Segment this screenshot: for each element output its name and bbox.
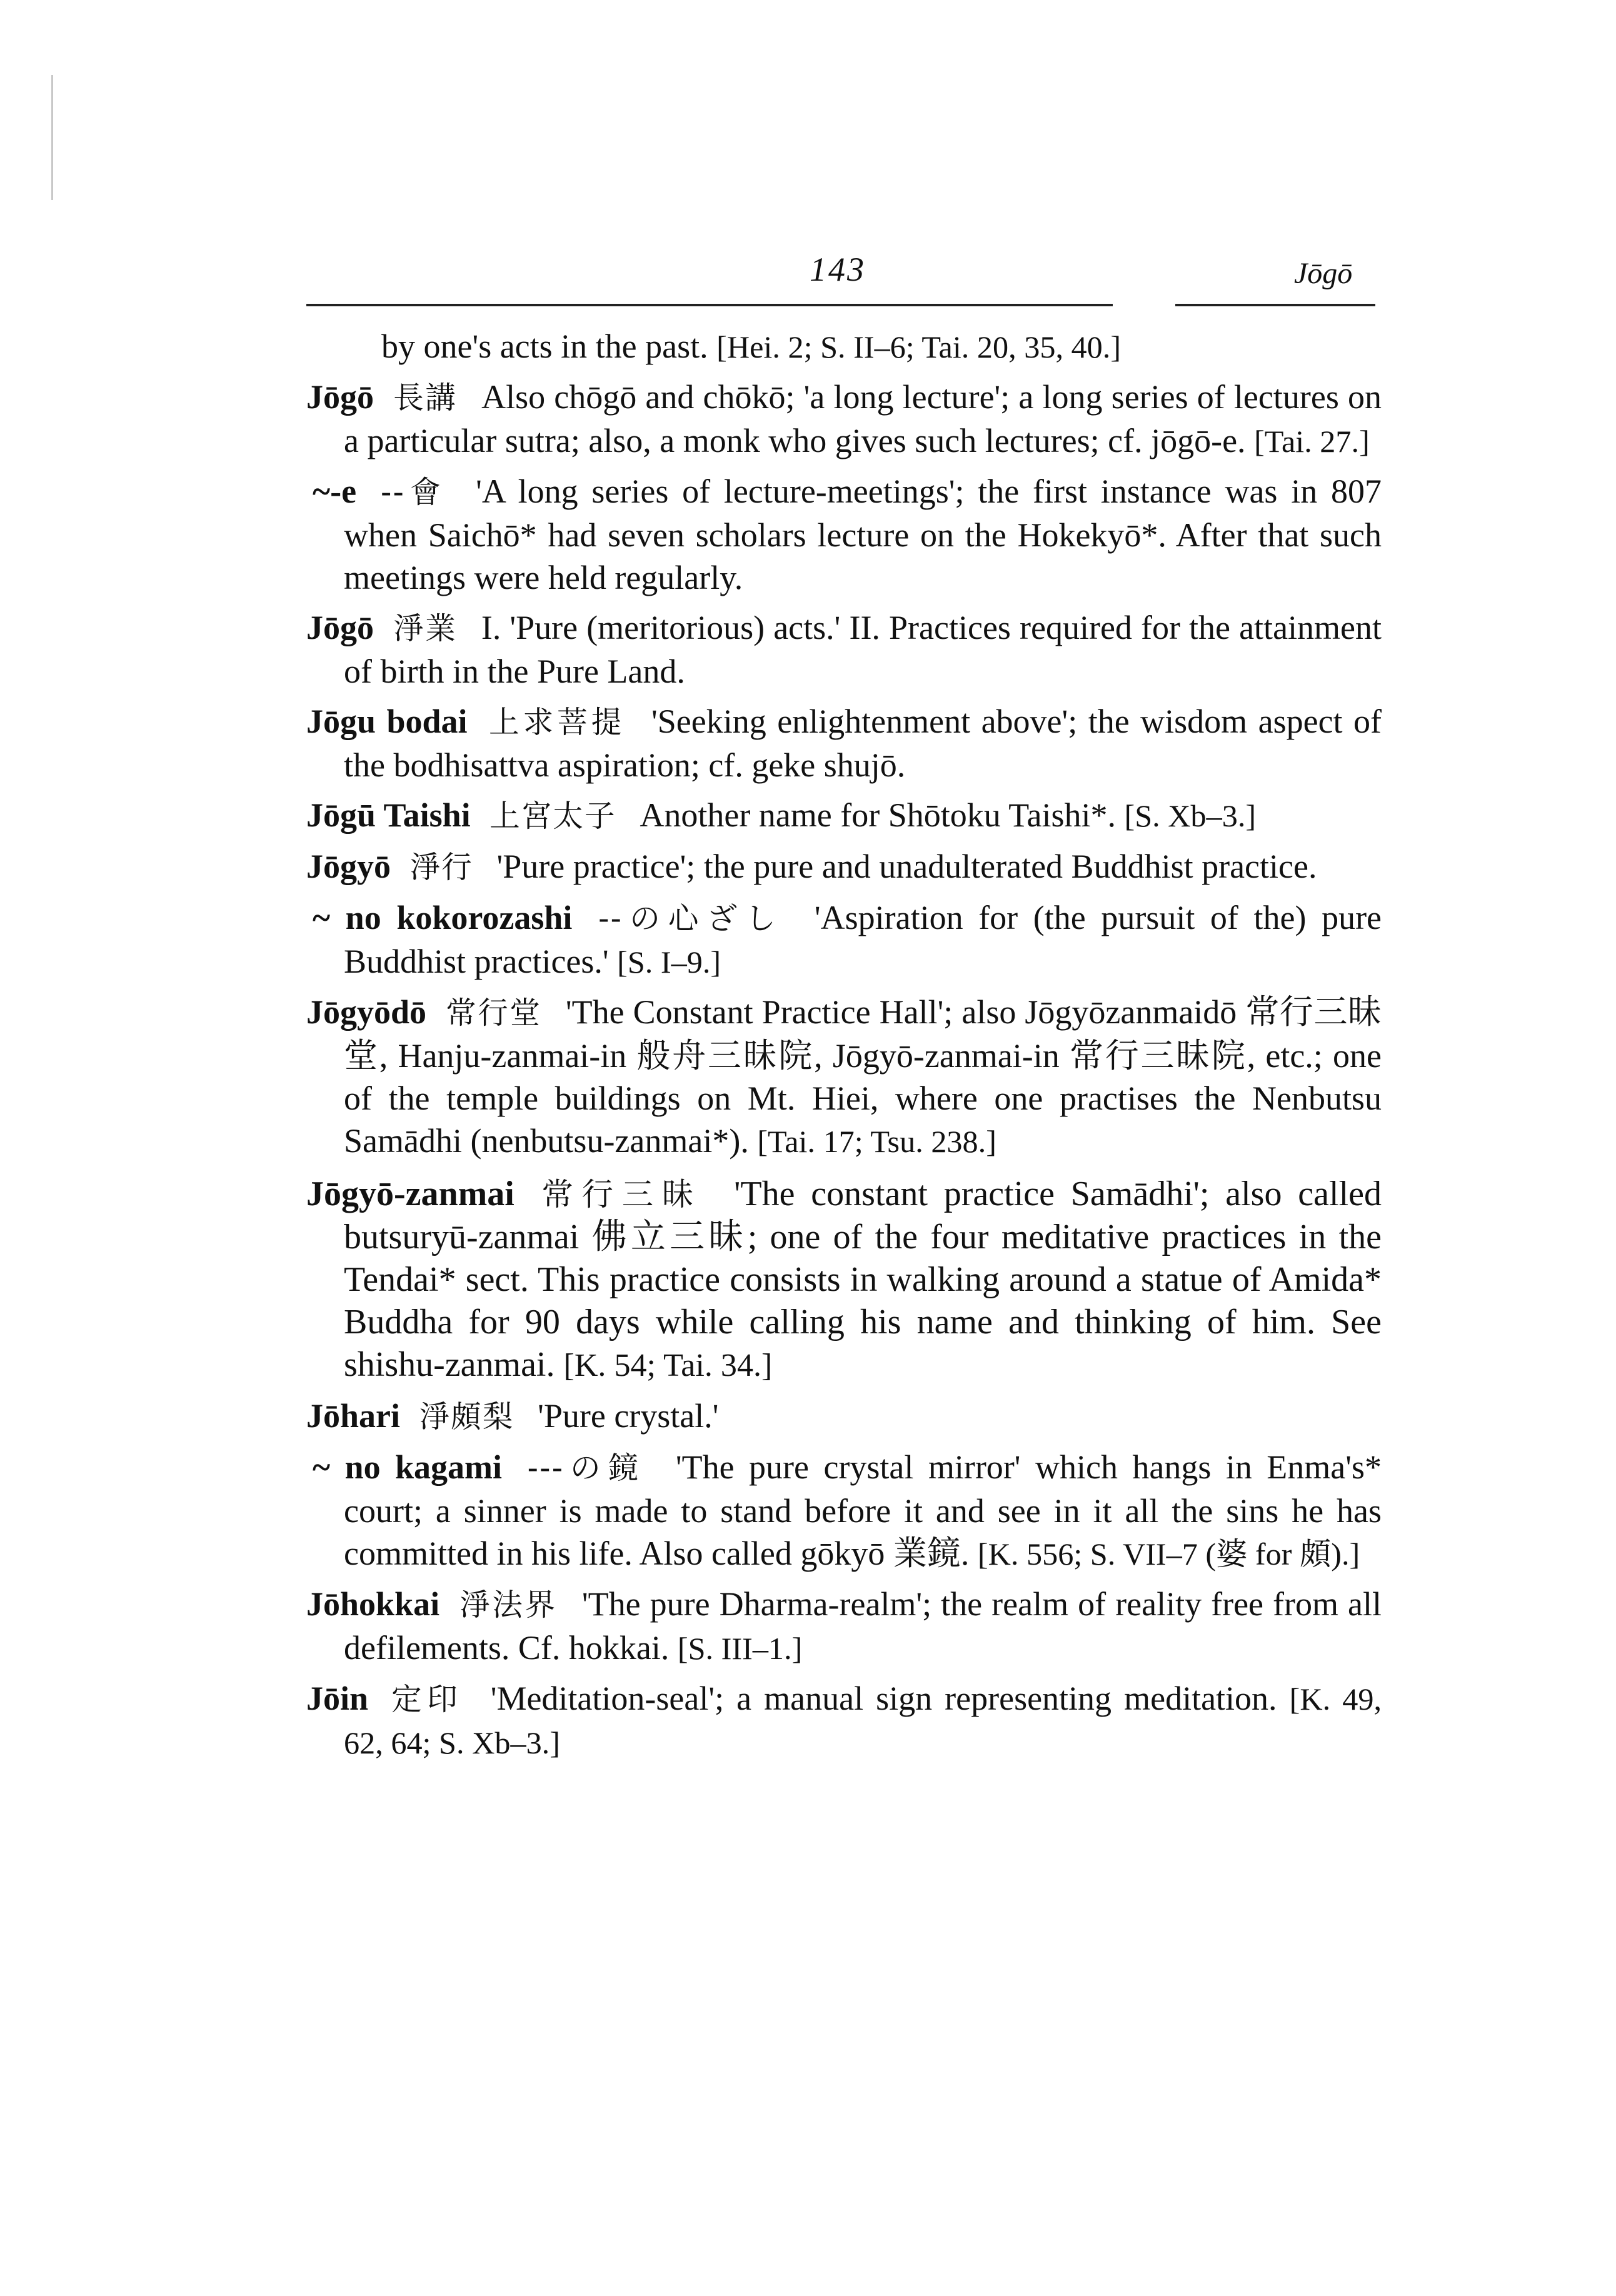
entry-johari bbox=[306, 1395, 1382, 1438]
entry-headword: Jōgyōdō bbox=[306, 993, 427, 1031]
entry-kanji: 淨業 bbox=[393, 611, 458, 646]
entry-johokkai bbox=[306, 1583, 1382, 1670]
entry-headword: ~ no kagami bbox=[313, 1448, 503, 1486]
entry-definition: by one's acts in the past. bbox=[381, 328, 708, 365]
entry-kanji: 淨行 bbox=[409, 850, 473, 885]
scan-edge-mark bbox=[51, 75, 53, 200]
entry-join bbox=[306, 1677, 1382, 1764]
entry-definition: 'The pure crystal mirror' which hangs in Enma's* court; a sinner is made to stand before it and see in it all the sins he has committed in his life. Also called gōkyō 業鏡. bbox=[344, 1448, 1382, 1572]
entry-jogo-acts bbox=[306, 606, 1382, 693]
entry-kanji: 上宮太子 bbox=[489, 799, 616, 834]
entry-jogyo-zanmai bbox=[306, 1173, 1382, 1387]
entry-reference: [Tai. 17; Tsu. 238.] bbox=[757, 1124, 996, 1159]
entry-kanji: 長講 bbox=[393, 381, 458, 416]
running-head: Jōgō bbox=[1294, 257, 1353, 290]
entry-headword: Jōgyō-zanmai bbox=[306, 1175, 514, 1213]
entry-kanji: ---の鏡 bbox=[527, 1451, 646, 1486]
entry-headword: Jōgu bodai bbox=[306, 703, 468, 740]
subentry-no-kokorozashi bbox=[306, 896, 1382, 983]
dictionary-entries bbox=[306, 325, 1382, 1772]
entry-headword: Jōgō bbox=[306, 378, 374, 416]
entry-reference: [K. 54; Tai. 34.] bbox=[563, 1348, 773, 1383]
subentry-no-kagami bbox=[306, 1446, 1382, 1575]
entry-definition: Another name for Shōtoku Taishi*. bbox=[640, 796, 1116, 834]
entry-definition: 'A long series of lecture-meetings'; the first instance was in 807 when Saichō* had seven scholars lecture on the Hokekyō*. After that such meetings were held regularly. bbox=[344, 473, 1382, 596]
entry-kanji: 常行三昧 bbox=[541, 1176, 703, 1213]
header-rule-left bbox=[306, 304, 1113, 306]
entry-kanji: 定印 bbox=[391, 1682, 463, 1717]
entry-definition: 'Pure practice'; the pure and unadulterated Buddhist practice. bbox=[496, 848, 1317, 885]
entry-definition: I. 'Pure (meritorious) acts.' II. Practices required for the attainment of birth in the Pure Land. bbox=[344, 609, 1382, 690]
entry-reference: [K. 556; S. VII–7 (婆 for 頗).] bbox=[977, 1537, 1360, 1572]
entry-headword: ~ no kokorozashi bbox=[313, 899, 573, 936]
entry-reference: [K. 49, 62, 64; S. Xb–3.] bbox=[344, 1682, 1382, 1760]
entry-jogu-taishi bbox=[306, 794, 1382, 838]
subentry-jogo-e bbox=[306, 470, 1382, 599]
entry-reference: [S. Xb–3.] bbox=[1124, 798, 1257, 833]
entry-jogu-bodai bbox=[306, 700, 1382, 786]
entry-reference: [Tai. 27.] bbox=[1254, 424, 1370, 459]
entry-definition: 'Meditation-seal'; a manual sign representing meditation. bbox=[490, 1680, 1277, 1717]
entry-kanji: 淨法界 bbox=[459, 1588, 558, 1623]
entry-kanji: 上求菩提 bbox=[489, 705, 626, 740]
entry-definition: 'Aspiration for (the pursuit of the) pure Buddhist practices.' bbox=[344, 899, 1382, 980]
entry-definition: 'The pure Dharma-realm'; the realm of reality free from all defilements. Cf. hokkai. bbox=[344, 1585, 1382, 1667]
entry-reference: [S. III–1.] bbox=[677, 1631, 803, 1666]
entry-definition: 'The Constant Practice Hall'; also Jōgyōzanmaidō 常行三昧堂, Hanju-zanmai-in 般舟三昧院, Jōgyō-zanmai-in 常行三昧院, etc.; one of the temple buildings on Mt. Hiei, where one practises the Nenbutsu Samādhi (nenbutsu-zanmai*). bbox=[344, 993, 1382, 1160]
entry-headword: Jōin bbox=[306, 1680, 369, 1717]
entry-kanji: 淨頗梨 bbox=[419, 1400, 514, 1435]
entry-definition: Also chōgō and chōkō; 'a long lecture'; a long series of lectures on a particular sutra; also, a monk who gives such lectures; cf. jōgō-e. bbox=[344, 378, 1382, 459]
entry-headword: Jōgyō bbox=[306, 848, 391, 885]
entry-kanji: --の心ざし bbox=[598, 901, 784, 936]
entry-jogyo bbox=[306, 845, 1382, 889]
header-rule-right bbox=[1175, 304, 1375, 306]
entry-headword: Jōgō bbox=[306, 609, 374, 646]
entry-definition: 'Seeking enlightenment above'; the wisdom aspect of the bodhisattva aspiration; cf. geke shujō. bbox=[344, 703, 1382, 784]
entry-reference: [S. I–9.] bbox=[617, 945, 721, 980]
entry-headword: Jōgū Taishi bbox=[306, 796, 471, 834]
entry-reference: [Hei. 2; S. II–6; Tai. 20, 35, 40.] bbox=[716, 329, 1122, 364]
entry-kanji: 常行堂 bbox=[446, 996, 542, 1031]
entry-continuation bbox=[306, 325, 1382, 368]
entry-headword: Jōhari bbox=[306, 1397, 401, 1435]
page-number: 143 bbox=[810, 251, 866, 288]
entry-definition: 'Pure crystal.' bbox=[538, 1397, 719, 1435]
entry-jogyodo bbox=[306, 991, 1382, 1163]
entry-jogo-lecture bbox=[306, 376, 1382, 463]
entry-headword: Jōhokkai bbox=[306, 1585, 440, 1623]
entry-headword: ~-e bbox=[313, 473, 357, 510]
entry-kanji: --會 bbox=[380, 475, 448, 510]
entry-definition: 'The constant practice Samādhi'; also called butsuryū-zanmai 佛立三昧; one of the four meditative practices in the Tendai* sect. This practice consists in walking around a statue of Amida* Buddha for 90 days while calling his name and thinking of him. See shishu-zanmai. bbox=[344, 1175, 1382, 1384]
